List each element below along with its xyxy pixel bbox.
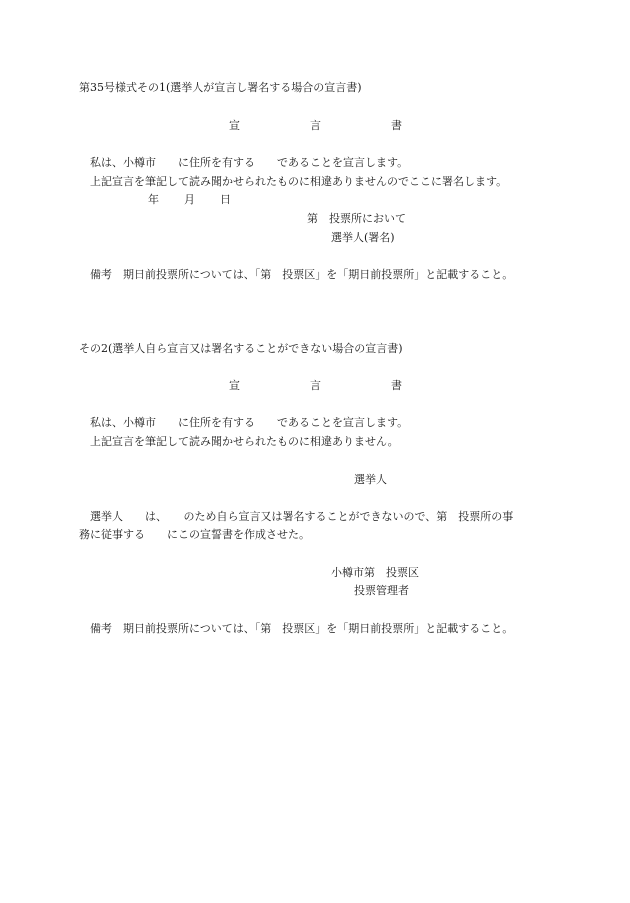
section2-manager: 投票管理者 bbox=[354, 584, 409, 597]
section1-polling-place: 第 投票所において bbox=[307, 212, 406, 225]
section1-signer: 選挙人(署名) bbox=[331, 231, 395, 244]
section2-body-line-2: 上記宣言を筆記して読み聞かせられたものに相違ありません。 bbox=[90, 435, 399, 448]
section1-heading-char-3: 書 bbox=[391, 119, 402, 132]
section2-note: 備考 期日前投票所については、「第 投票区」を「期日前投票所」と記載すること。 bbox=[90, 622, 514, 635]
section1-heading-char-1: 宣 bbox=[229, 119, 240, 132]
section2-body-line-1: 私は、小樽市 に住所を有する であることを宣言します。 bbox=[90, 416, 409, 429]
section2-voter: 選挙人 bbox=[354, 473, 387, 486]
section1-date-day: 日 bbox=[220, 193, 231, 206]
section1-body-line-2: 上記宣言を筆記して読み聞かせられたものに相違ありませんのでここに署名します。 bbox=[90, 175, 508, 188]
section1-date-month: 月 bbox=[184, 193, 195, 206]
section1-heading-char-2: 言 bbox=[310, 119, 321, 132]
section2-statement-line-2: 務に従事する にこの宣誓書を作成させた。 bbox=[79, 528, 310, 541]
section1-date-year: 年 bbox=[148, 193, 159, 206]
section2-heading-char-1: 宣 bbox=[229, 379, 240, 392]
section2-statement-line-1: 選挙人 は、 のため自ら宣言又は署名することができないので、第 投票所の事 bbox=[90, 510, 514, 523]
section1-caption: 第35号様式その1(選挙人が宣言し署名する場合の宣言書) bbox=[79, 81, 362, 94]
section2-heading-char-3: 書 bbox=[391, 379, 402, 392]
section1-body-line-1: 私は、小樽市 に住所を有する であることを宣言します。 bbox=[90, 156, 409, 169]
section1-note: 備考 期日前投票所については、「第 投票区」を「期日前投票所」と記載すること。 bbox=[90, 268, 514, 281]
section2-district: 小樽市第 投票区 bbox=[331, 566, 419, 579]
section2-caption: その2(選挙人自ら宣言又は署名することができない場合の宣言書) bbox=[79, 342, 403, 355]
section2-heading-char-2: 言 bbox=[310, 379, 321, 392]
